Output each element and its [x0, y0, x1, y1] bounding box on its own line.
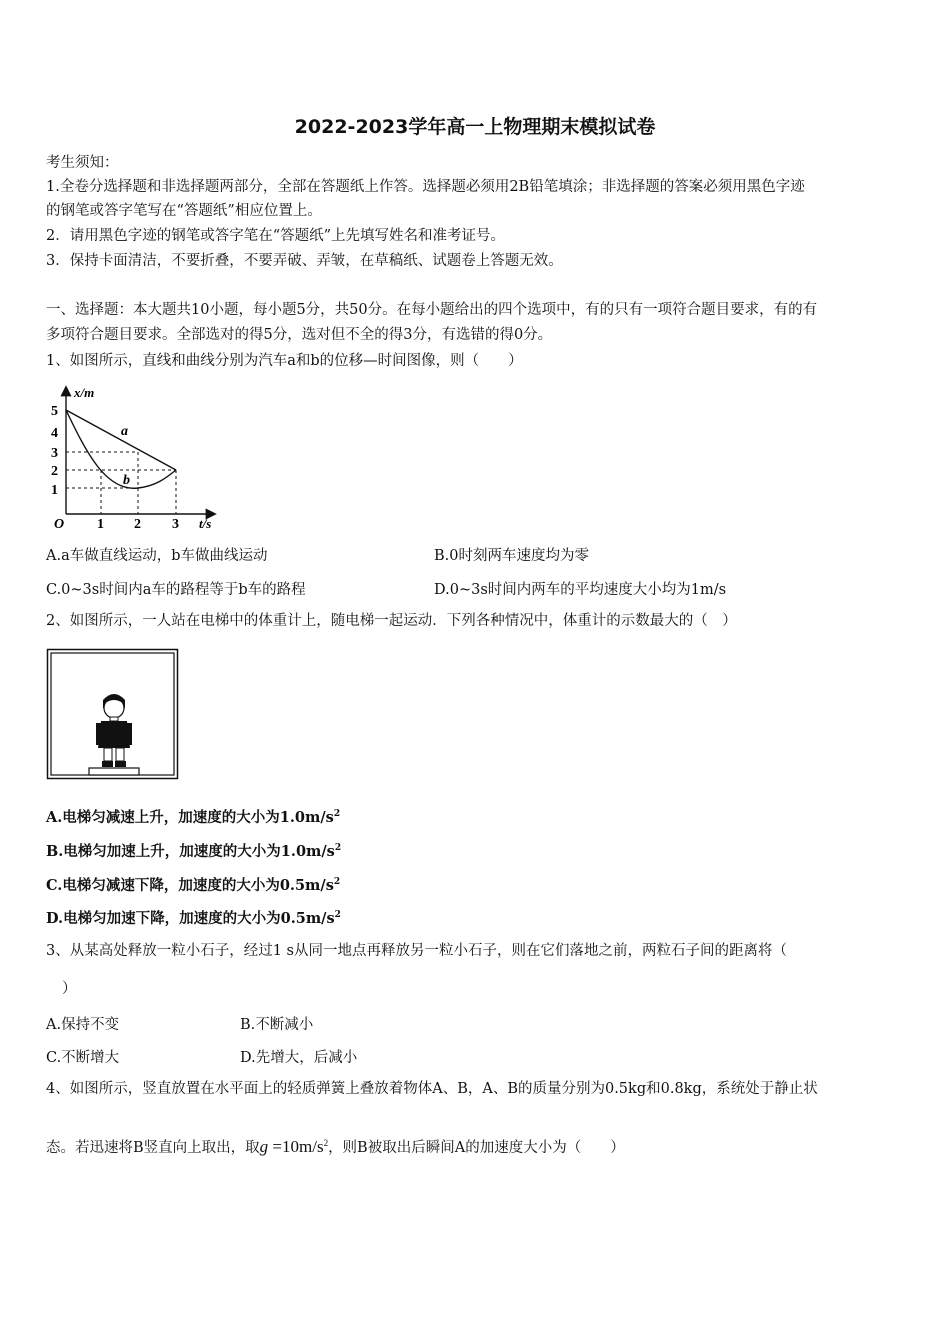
q3-option-d[interactable]: D.先增大，后减小: [240, 1050, 358, 1066]
curve-b-label: b: [123, 473, 130, 488]
q3-stem: 3、从某高处释放一粒小石子，经过1 s从同一地点再释放另一粒小石子，则在它们落地之前，两粒石子间的距离将（: [46, 943, 787, 959]
q3-option-a[interactable]: A.保持不变: [46, 1017, 120, 1033]
q3-stem-end: ）: [62, 981, 77, 997]
person-icon: [96, 694, 132, 767]
y-tick: 5: [51, 404, 58, 419]
q2-option-d[interactable]: D.电梯匀加速下降，加速度的大小为$0.5m/s^2$: [46, 910, 341, 927]
q1-option-a[interactable]: A.a车做直线运动，b车做曲线运动: [46, 548, 268, 564]
elevator-figure: [46, 648, 179, 780]
y-tick: 2: [51, 464, 58, 479]
q2-option-c[interactable]: C.电梯匀减速下降，加速度的大小为$0.5m/s^2$: [46, 877, 341, 894]
x-tick: 2: [134, 517, 141, 532]
curve-b: [66, 410, 176, 488]
q4-stem-line-2: 态。若迅速将B竖直向上取出，取$g =10m/s^2$，则B被取出后瞬间A的加速度大小为（ ）: [46, 1137, 625, 1156]
x-tick: 1: [97, 517, 104, 532]
x-tick: 3: [172, 517, 179, 532]
scale-icon: [89, 768, 139, 775]
y-axis-label: x/m: [74, 385, 95, 400]
notice-item-2: 2．请用黑色字迹的钢笔或答字笔在“答题纸”上先填写姓名和准考证号。: [46, 228, 506, 244]
line-a-label: a: [121, 424, 128, 439]
line-a: [66, 410, 176, 470]
q1-xt-graph: [46, 382, 226, 532]
y-tick: 3: [51, 446, 58, 461]
q3-option-c[interactable]: C.不断增大: [46, 1050, 120, 1066]
origin-label: O: [54, 517, 65, 532]
notice-item-3: 3．保持卡面清洁，不要折叠，不要弄破、弄皱，在草稿纸、试题卷上答题无效。: [46, 253, 563, 269]
q2-stem: 2、如图所示，一人站在电梯中的体重计上，随电梯一起运动．下列各种情况中，体重计的示数最大的（ ）: [46, 613, 737, 629]
g-expression: $g =10m/s^2$: [259, 1137, 329, 1156]
q3-option-b[interactable]: B.不断减小: [240, 1017, 314, 1033]
q1-stem: 1、如图所示，直线和曲线分别为汽车a和b的位移—时间图像，则（ ）: [46, 353, 523, 369]
page-title: 2022-2023学年高一上物理期末模拟试卷: [294, 116, 656, 138]
section-instructions-line-1: 一、选择题：本大题共10小题，每小题5分，共50分。在每小题给出的四个选项中，有的只有一项符合题目要求，有的有: [46, 302, 818, 318]
y-tick: 1: [51, 483, 58, 498]
q2-option-b[interactable]: B.电梯匀加速上升，加速度的大小为$1.0m/s^2$: [46, 843, 342, 860]
x-axis-label: t/s: [199, 516, 212, 531]
q1-option-d[interactable]: D.0~3s时间内两车的平均速度大小均为1m/s: [434, 582, 727, 598]
notice-item-1: 1.全卷分选择题和非选择题两部分，全部在答题纸上作答。选择题必须用2B铅笔填涂；非选择题的答案必须用黑色字迹: [46, 179, 805, 195]
notice-item-1-cont: 的钢笔或答字笔写在“答题纸”相应位置上。: [46, 203, 322, 219]
y-tick: 4: [51, 426, 58, 441]
q4-stem-line-1: 4、如图所示，竖直放置在水平面上的轻质弹簧上叠放着物体A、B，A、B的质量分别为0.5kg和0.8kg，系统处于静止状: [46, 1081, 818, 1097]
q2-option-a[interactable]: A.电梯匀减速上升，加速度的大小为$1.0m/s^2$: [46, 809, 341, 826]
section-instructions-line-2: 多项符合题目要求。全部选对的得5分，选对但不全的得3分，有选错的得0分。: [46, 327, 553, 343]
q1-option-b[interactable]: B.0时刻两车速度均为零: [434, 548, 589, 564]
notice-header: 考生须知：: [46, 155, 119, 171]
q1-option-c[interactable]: C.0~3s时间内a车的路程等于b车的路程: [46, 582, 306, 598]
